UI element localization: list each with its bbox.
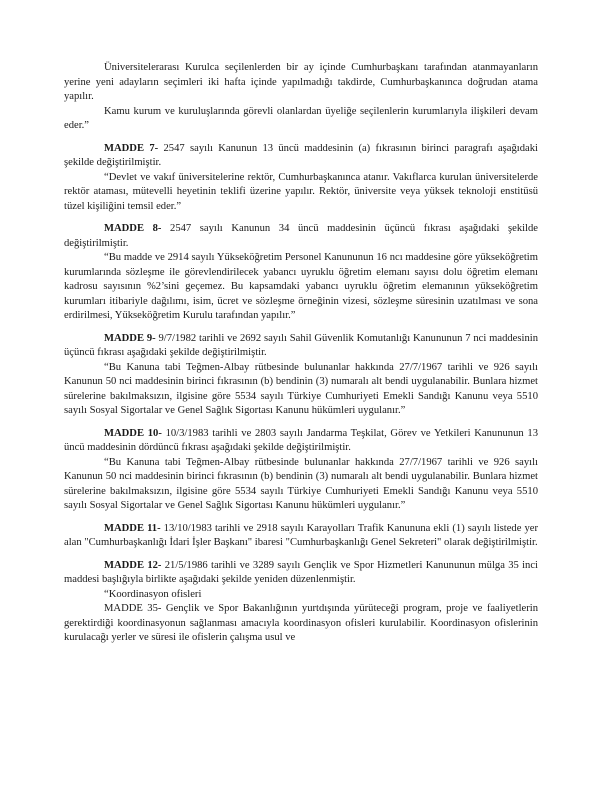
article-heading: MADDE 9- (104, 332, 156, 344)
paragraph-text: “Koordinasyon ofisleri (104, 588, 202, 600)
article-heading: MADDE 11- (104, 522, 161, 534)
article-7 (64, 142, 538, 171)
article-heading: MADDE 12- (104, 559, 162, 571)
paragraph-text: 21/5/1986 tarihli ve 3289 sayılı Gençlik ve Spor Hizmetleri Kanununun mülga 35 inci maddesi başlığıyla birlikte aşağıdaki şekilde yeniden düzenlenmiştir. (64, 559, 538, 585)
paragraph-text: 2547 sayılı Kanunun 34 üncü maddesinin üçüncü fıkrası aşağıdaki şekilde değiştirilmiştir. (64, 223, 538, 249)
paragraph-1 (64, 61, 538, 105)
paragraph-text: 10/3/1983 tarihli ve 2803 sayılı Jandarma Teşkilat, Görev ve Yetkileri Kanununun 13 üncü maddesinin dördüncü fıkrası aşağıdaki şekilde değiştirilmiştir. (64, 427, 538, 453)
paragraph-13 (64, 588, 538, 603)
paragraph-2 (64, 105, 538, 134)
article-9 (64, 332, 538, 361)
paragraph-8 (64, 361, 538, 419)
paragraph-text: Kamu kurum ve kuruluşlarında görevli olanlardan üyeliğe seçilenlerin kurumlarıyla ilişkileri devam eder.” (64, 105, 538, 131)
paragraph-text: 2547 sayılı Kanunun 13 üncü maddesinin (a) fıkrasının birinci paragrafı aşağıdaki şekilde değiştirilmiştir. (64, 142, 538, 168)
article-heading: MADDE 7- (104, 142, 159, 154)
article-10 (64, 427, 538, 456)
paragraph-10 (64, 456, 538, 514)
document-body (64, 61, 538, 646)
paragraph-text: 13/10/1983 tarihli ve 2918 sayılı Karayolları Trafik Kanununa ekli (1) sayılı listede yer alan "Cumhurbaşkanlığı İdari İşler Başkanı" ibaresi "Cumhurbaşkanlığı Genel Sekreteri" olarak değiştirilmiştir. (64, 522, 538, 548)
article-11 (64, 522, 538, 551)
paragraph-text: 9/7/1982 tarihli ve 2692 sayılı Sahil Güvenlik Komutanlığı Kanununun 7 nci maddesinin üçüncü fıkrası aşağıdaki şekilde değiştirilmiştir. (64, 332, 538, 358)
paragraph-text: “Devlet ve vakıf üniversitelerine rektör, Cumhurbaşkanınca atanır. Vakıflarca kurulan üniversitelerde rektör ataması, mütevelli heyetinin teklifi üzerine yapılır. Rektör, üniversite veya yüksek teknoloji enstitüsü tüzel kişiliğini temsil eder.” (64, 171, 538, 212)
paragraph-text: “Bu Kanuna tabi Teğmen-Albay rütbesinde bulunanlar hakkında 27/7/1967 tarihli ve 926 sayılı Kanunun 50 nci maddesinin birinci fıkrasının (b) bendinin (3) numaralı alt bendi uygulanabilir. Bunlara hizmet sürelerine bakılmaksızın, ilgisine göre 5534 sayılı Türkiye Cumhuriyeti Emekli Sandığı Kanunu veya 5510 sayılı Sosyal Sigortalar ve Genel Sağlık Sigortası Kanunu hükümleri uygulanır.” (64, 361, 538, 416)
paragraph-4 (64, 171, 538, 215)
article-heading: MADDE 10- (104, 427, 162, 439)
paragraph-6 (64, 251, 538, 324)
paragraph-14 (64, 602, 538, 646)
paragraph-text: “Bu madde ve 2914 sayılı Yükseköğretim Personel Kanununun 16 ncı maddesine göre yükseköğretim kurumlarında sözleşme ile görevlendirilecek yabancı uyruklu öğretim elemanı sayısı dolu öğretim elemanı kadrosu sayısının %2’sini geçemez. Bu kapsamdaki yabancı uyruklu öğretim elemanının yükseköğretim kurumları itibariyle dağılımı, isim, ücret ve sözleşme örneğinin vizesi, sözleşme süresinin uzatılması ve sona erdirilmesi, Yükseköğretim Kurulu tarafından yapılır.” (64, 252, 538, 321)
paragraph-text: MADDE 35- Gençlik ve Spor Bakanlığının yurtdışında yürüteceği program, proje ve faaliyetlerin gerektirdiği koordinasyonun sağlanması amacıyla koordinasyon ofisleri kurulabilir. Koordinasyon ofislerinin kurulacağı yerler ve süresi ile ofislerin çalışma usul ve (64, 603, 538, 643)
article-8 (64, 222, 538, 251)
article-heading: MADDE 8- (104, 223, 162, 234)
paragraph-text: “Bu Kanuna tabi Teğmen-Albay rütbesinde bulunanlar hakkında 27/7/1967 tarihli ve 926 sayılı Kanunun 50 nci maddesinin birinci fıkrasının (b) bendinin (3) numaralı alt bendi uygulanabilir. Bunlara hizmet sürelerine bakılmaksızın, ilgisine göre 5534 sayılı Türkiye Cumhuriyeti Emekli Sandığı Kanunu veya 5510 sayılı Sosyal Sigortalar ve Genel Sağlık Sigortası Kanunu hükümleri uygulanır.” (64, 456, 538, 511)
article-12 (64, 559, 538, 588)
paragraph-text: Üniversitelerarası Kurulca seçilenlerden bir ay içinde Cumhurbaşkanı tarafından atanmayanların yerine yeni adayların seçimleri iki hafta içinde yapılmadığı takdirde, Cumhurbaşkanınca doğrudan atama yapılır. (64, 62, 538, 102)
